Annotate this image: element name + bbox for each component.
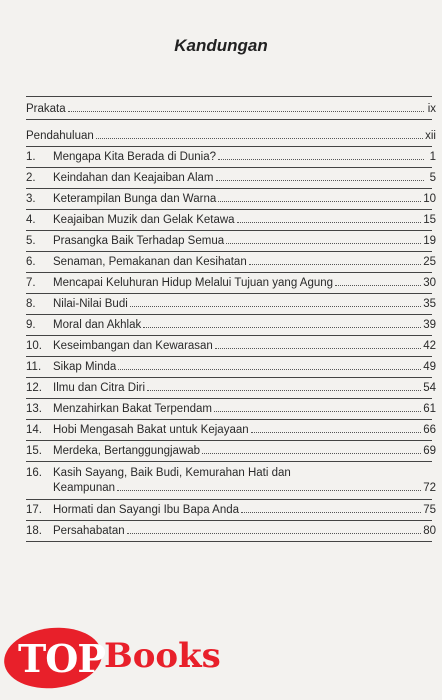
toc-title: Prakata (26, 103, 66, 115)
toc-title: Mengapa Kita Berada di Dunia? (53, 151, 217, 163)
toc-page: 10 (423, 193, 436, 205)
toc-title: Hormati dan Sayangi Ibu Bapa Anda (53, 504, 240, 516)
toc-number: 16. (26, 467, 42, 479)
toc-row (26, 500, 436, 520)
toc-number: 2. (26, 172, 36, 184)
toc-number: 15. (26, 445, 42, 457)
toc-title: Keterampilan Bunga dan Warna (53, 193, 217, 205)
toc-page: 25 (423, 256, 436, 268)
toc-row (26, 189, 436, 209)
toc-number: 5. (26, 235, 36, 247)
toc-page: 30 (423, 277, 436, 289)
toc-page: ix (427, 103, 436, 115)
toc-page: 39 (423, 319, 436, 331)
toc-number: 6. (26, 256, 36, 268)
toc-title: Senaman, Pemakanan dan Kesihatan (53, 256, 247, 268)
toc-number: 12. (26, 382, 42, 394)
toc-title: Merdeka, Bertanggungjawab (53, 445, 201, 457)
toc-title: Keseimbangan dan Kewarasan (53, 340, 213, 352)
dot-leader (251, 432, 422, 433)
logo-top-text: TOP (18, 636, 105, 681)
table-of-contents (26, 96, 436, 542)
dot-leader (241, 512, 421, 513)
dot-leader (226, 243, 421, 244)
toc-page: 66 (423, 424, 436, 436)
toc-number: 3. (26, 193, 36, 205)
toc-page: 19 (423, 235, 436, 247)
toc-row-16 (26, 466, 436, 496)
toc-page: 35 (423, 298, 436, 310)
toc-title: Nilai-Nilai Budi (53, 298, 128, 310)
toc-number: 8. (26, 298, 36, 310)
toc-row-pendahuluan (26, 126, 436, 146)
toc-page: 54 (423, 382, 436, 394)
toc-number: 9. (26, 319, 36, 331)
toc-page: 61 (423, 403, 436, 415)
toc-row (26, 168, 436, 188)
toc-title: Menzahirkan Bakat Terpendam (53, 403, 212, 415)
toc-row (26, 378, 436, 398)
logo-books-text: Books (104, 636, 221, 676)
toc-title: Prasangka Baik Terhadap Semua (53, 235, 225, 247)
top-rule (26, 96, 432, 97)
toc-number: 4. (26, 214, 36, 226)
toc-row (26, 521, 436, 541)
toc-row (26, 231, 436, 251)
toc-title: Ilmu dan Citra Diri (53, 382, 146, 394)
toc-title: Keajaiban Muzik dan Gelak Ketawa (53, 214, 235, 226)
toc-title-line1: Kasih Sayang, Baik Budi, Kemurahan Hati dan (53, 467, 291, 479)
rule (26, 119, 432, 120)
toc-title: Keindahan dan Keajaiban Alam (53, 172, 214, 184)
dot-leader (143, 327, 421, 328)
toc-page: 80 (423, 525, 436, 537)
toc-page: 42 (423, 340, 436, 352)
toc-number: 14. (26, 424, 42, 436)
toc-row (26, 357, 436, 377)
page-title: Kandungan (174, 36, 268, 55)
toc-number: 1. (26, 151, 36, 163)
dot-leader (117, 490, 421, 491)
dot-leader (335, 285, 421, 286)
toc-page: xii (425, 130, 436, 142)
toc-number: 17. (26, 504, 42, 516)
toc-title: Hobi Mengasah Bakat untuk Kejayaan (53, 424, 249, 436)
toc-number: 10. (26, 340, 42, 352)
toc-page: 69 (423, 445, 436, 457)
toc-page: 15 (423, 214, 436, 226)
dot-leader (96, 138, 423, 139)
toc-title-line2: Keampunan (53, 482, 116, 494)
dot-leader (249, 264, 421, 265)
toc-page: 49 (423, 361, 436, 373)
dot-leader (214, 411, 421, 412)
toc-page: 72 (423, 482, 436, 494)
dot-leader (130, 306, 421, 307)
toc-page: 5 (429, 172, 436, 184)
toc-row (26, 147, 436, 167)
toc-number: 18. (26, 525, 42, 537)
dot-leader (237, 222, 422, 223)
dot-leader (215, 348, 421, 349)
toc-title: Moral dan Akhlak (53, 319, 142, 331)
toc-row (26, 336, 436, 356)
dot-leader (202, 453, 421, 454)
rule (26, 461, 432, 462)
toc-row (26, 273, 436, 293)
dot-leader (127, 533, 422, 534)
toc-row (26, 210, 436, 230)
toc-title: Pendahuluan (26, 130, 94, 142)
toc-title: Persahabatan (53, 525, 125, 537)
dot-leader (218, 159, 424, 160)
topbooks-logo (4, 628, 221, 690)
toc-row (26, 399, 436, 419)
toc-row (26, 441, 436, 461)
toc-row (26, 294, 436, 314)
toc-row (26, 315, 436, 335)
toc-number: 7. (26, 277, 36, 289)
toc-title: Sikap Minda (53, 361, 117, 373)
toc-row (26, 252, 436, 272)
toc-number: 11. (26, 361, 42, 373)
toc-page: 75 (423, 504, 436, 516)
toc-row (26, 420, 436, 440)
dot-leader (147, 390, 421, 391)
dot-leader (216, 180, 425, 181)
toc-page: 1 (429, 151, 436, 163)
toc-title: Mencapai Keluhuran Hidup Melalui Tujuan yang Agung (53, 277, 334, 289)
rule (26, 541, 432, 542)
toc-row-prakata (26, 99, 436, 119)
dot-leader (68, 111, 424, 112)
dot-leader (118, 369, 421, 370)
toc-number: 13. (26, 403, 42, 415)
dot-leader (218, 201, 421, 202)
